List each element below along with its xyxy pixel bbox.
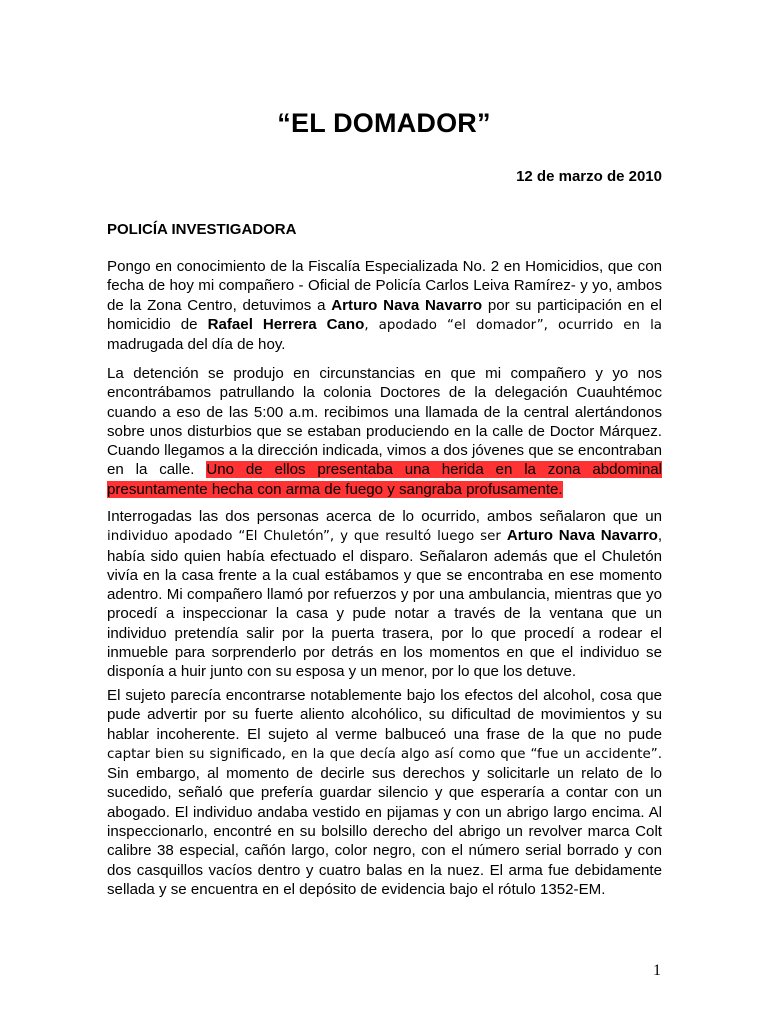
- p3-text-a: Interrogadas las dos personas acerca de lo ocurrido, ambos señalaron que un: [107, 508, 662, 525]
- p1-suspect-name: Arturo Nava Navarro: [331, 296, 483, 314]
- p1-victim-name: Rafael Herrera Cano: [207, 315, 365, 333]
- p1-text-a: Pongo en conocimiento de la Fiscalía Especializada No. 2 en Homicidios, que con fecha de hoy mi compañero - Oficial de Policía Carlos Leiva Ramírez- y yo, ambos de la Zona Centro, detuvimos a: [107, 258, 662, 314]
- p3-text-c: , había sido quien había efectuado el disparo. Señalaron además que el Chuletón vivía en la casa frente a la cual estábamos y que se encontraba en ese momento adentro. Mi compañero llamó por refuerzos y por una ambulancia, mientras que yo procedí a inspeccionar la casa y pude notar a través de la ventana que un individuo pretendía salir por la puerta trasera, por lo que procedí a rodear el inmueble para sorprenderlo por detrás en los momentos en que el individuo se disponía a huir junto con su esposa y un menor, por lo que los detuve.: [107, 527, 663, 681]
- p3-text-a2: individuo apodado “El Chuletón”, y que resultó luego ser: [107, 529, 507, 545]
- page-number: 1: [653, 962, 661, 979]
- document-date: 12 de marzo de 2010: [516, 168, 662, 185]
- p2-text-a: La detención se produjo en circunstancias en que mi compañero y yo nos encontrábamos patrullando la colonia Doctores de la delegación Cuauhtémoc cuando a eso de las 5:00 a.m. recibimos una llamada de la central alertándonos sobre unos disturbios que se estaban produciendo en la calle de Doctor Márquez. Cuando llegamos a la dirección indicada, vimos a dos jóvenes que se encontraban en la calle.: [107, 365, 662, 479]
- p4-text-b: Sin embargo, al momento de decirle sus derechos y solicitarle un relato de lo sucedido, señaló que prefería guardar silencio y que esperaría a contar con un abogado. El individuo andaba vestido en pijamas y con un abrigo largo encima. Al inspeccionarlo, encontré en su bolsillo derecho del abrigo un revolver marca Colt calibre 38 especial, cañón largo, color negro, con el número serial borrado y con dos casquillos vacíos dentro y cuatro balas en la nuez. El arma fue debidamente sellada y se encuentra en el depósito de evidencia bajo el rótulo 1352-EM.: [107, 765, 662, 898]
- section-heading: POLICÍA INVESTIGADORA: [107, 221, 297, 238]
- p3-suspect-name: Arturo Nava Navarro: [506, 527, 658, 545]
- paragraph-1: [107, 257, 662, 354]
- p1-text-e: madrugada del día de hoy.: [107, 336, 286, 354]
- document-title: “EL DOMADOR”: [277, 108, 491, 138]
- p4-text-a2: captar bien su significado, en la que decía algo así como que “fue un accidente”.: [107, 746, 662, 762]
- p4-text-a: El sujeto parecía encontrarse notablemente bajo los efectos del alcohol, cosa que pude advertir por su fuerte aliento alcohólico, su dificultad de movimientos y su hablar incoherente. El sujeto al verme balbuceó una frase de la que no pude: [107, 687, 662, 743]
- p2-highlighted-text: Uno de ellos presentaba una herida en la zona abdominal presuntamente hecha con arma de fuego y sangraba profusamente.: [107, 461, 663, 498]
- p1-text-c: por su participación en el homicidio de: [107, 296, 662, 333]
- p1-text-d: , apodado “el domador”, ocurrido en la: [364, 317, 663, 333]
- paragraph-3: [107, 507, 662, 682]
- paragraph-4: [107, 686, 662, 899]
- paragraph-2: [107, 364, 662, 499]
